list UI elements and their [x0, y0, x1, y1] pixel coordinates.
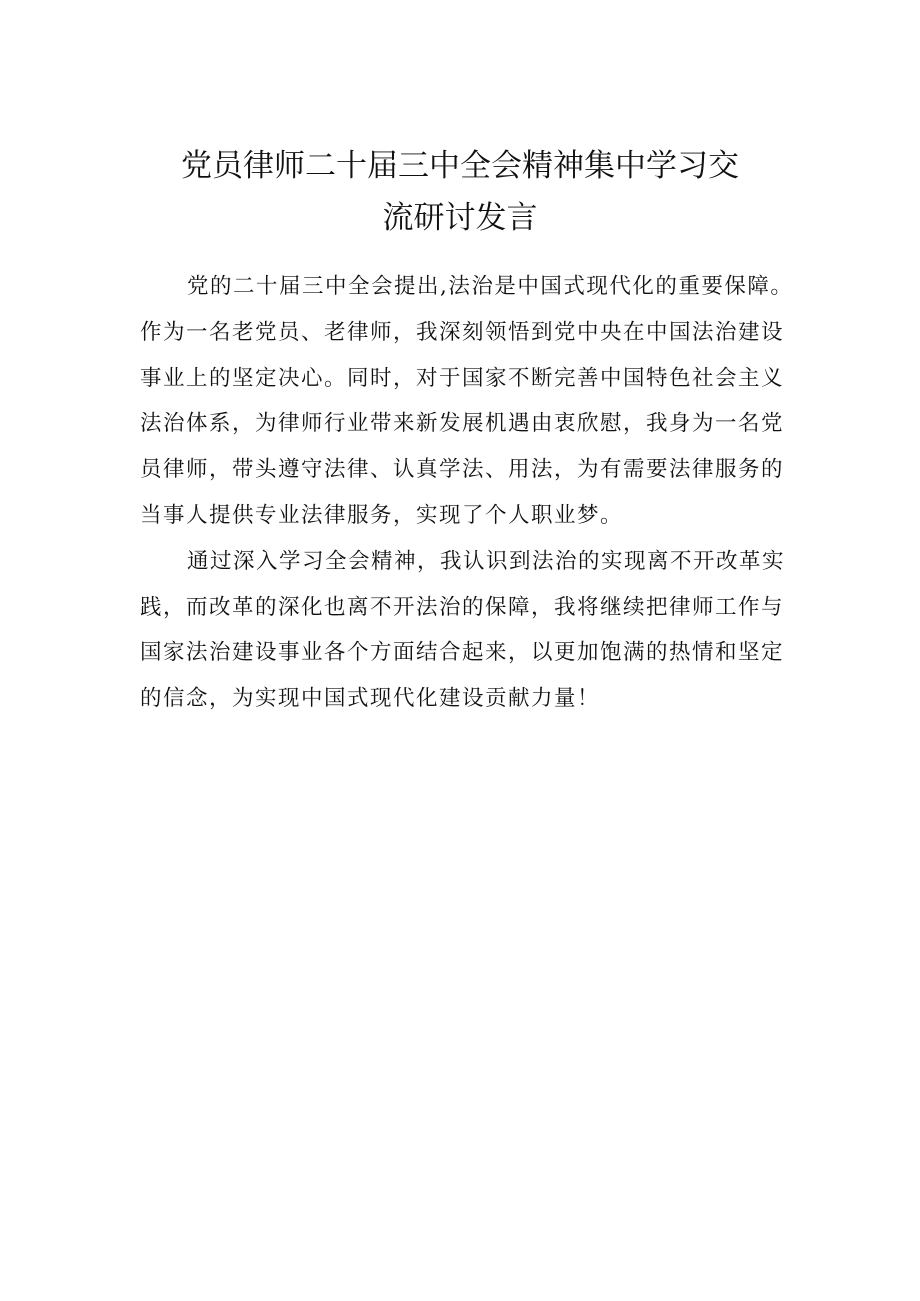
paragraph-line: 法治体系，为律师行业带来新发展机遇由衷欣慰，我身为一名党 [140, 411, 785, 437]
paragraph-line: 国家法治建设事业各个方面结合起来，以更加饱满的热情和坚定 [140, 640, 785, 666]
title-line: 党员律师二十届三中全会精神集中学习交 [181, 148, 739, 184]
paragraph-line: 当事人提供专业法律服务，实现了个人职业梦。 [140, 502, 624, 528]
paragraph-line: 事业上的坚定决心。同时，对于国家不断完善中国特色社会主义 [140, 365, 785, 391]
paragraph-line: 通过深入学习全会精神，我认识到法治的实现离不开改革实 [187, 548, 786, 574]
title-line: 流研讨发言 [382, 200, 538, 236]
paragraph-line: 的信念，为实现中国式现代化建设贡献力量！ [140, 686, 601, 712]
paragraph-line: 员律师，带头遵守法律、认真学法、用法，为有需要法律服务的 [140, 457, 785, 483]
paragraph-line: 作为一名老党员、老律师，我深刻领悟到党中央在中国法治建设 [140, 319, 785, 345]
document-title [140, 140, 780, 244]
document-body [140, 264, 794, 722]
paragraph-2 [140, 539, 785, 722]
paragraph-line: 党的二十届三中全会提出,法治是中国式现代化的重要保障。 [187, 274, 794, 299]
paragraph-line: 践，而改革的深化也离不开法治的保障，我将继续把律师工作与 [140, 594, 785, 620]
paragraph-1 [140, 264, 794, 539]
